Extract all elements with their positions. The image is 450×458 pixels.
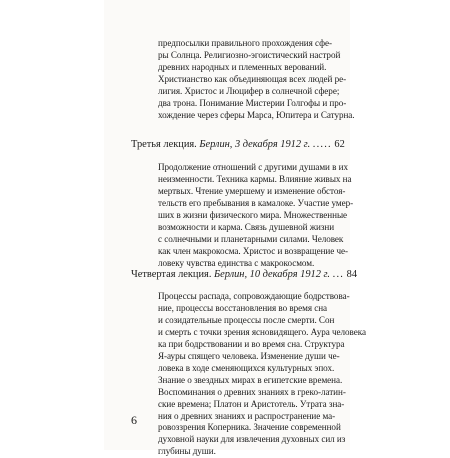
text-line: возможности и карма. Связь душевной жизни [158,221,335,232]
text-line: древних народных и племенных верований. [158,61,327,72]
lecture-page-number: 84 [346,269,358,280]
text-line: Христианство как объединяющая всех людей ре- [158,73,347,84]
text-line: Процессы распада, сопровождающие бодрствова- [158,291,350,301]
text-line: тельств его пребывания в камалоке. Участие умер- [158,197,354,208]
text-line: как член макрокосма. Христос и возвращение че- [158,245,348,256]
text-line: неизменности. Техника кармы. Влияние живых на [158,173,352,184]
text-line: с солнечными и планетарными силами. Человек [158,233,344,244]
text-line: ровоззрения Коперника. Значение современной [158,422,341,433]
text-line: два трона. Понимание Мистерии Голгофы и про- [158,97,347,108]
text-line: ры Солнца. Религиозно-эгоистический настрой [158,49,341,60]
dot-leaders: ... [332,269,345,280]
text-line: Я-ауры спящего человека. Изменение души че- [158,350,340,361]
text-line: ловеку чувства единства с макрокосмом. [158,257,315,268]
text-line: ка при бодрствовании и во время сна. Структура [158,338,345,349]
lecture-4-summary [158,291,366,458]
text-line: ловека в ходе сменяющихся культурных эпох. [158,362,335,373]
lecture-4-heading [131,268,358,281]
lecture-3-heading [131,138,346,151]
dot-leaders: ..... [312,139,332,150]
lecture-title: Третья лекция. [131,139,197,150]
text-line: мертвых. Чтение умершему и изменение обстоя- [158,185,346,196]
lecture-page-number: 62 [334,139,345,150]
text-line: и смерть с точки зрения ясновидящего. Аура человека [158,326,366,337]
text-line: предпосылки правильного прохождения сфе- [158,38,332,48]
text-line: ния о древних знаниях и распространение ма- [158,410,336,421]
lecture-title: Четвертая лекция. [131,269,212,280]
text-line: ших в жизни физического мира. Множественные [158,209,348,220]
lecture-3-summary [158,162,354,270]
text-line: ские времена; Платон и Аристотель. Утрата зна- [158,398,345,409]
text-line: Знание о звездных мирах в египетские времена. [158,374,343,385]
page-number: 6 [131,413,137,427]
text-line: и созидательные процессы после смерти. Сон [158,314,335,325]
intro-paragraph [158,38,355,122]
text-line: ние, процессы восстановления во время сна [158,302,328,313]
text-line: духовной науки для извлечения духовных сил из [158,434,346,445]
lecture-place-date: Берлин, 10 декабря 1912 г. [214,269,331,280]
text-line: лигия. Христос и Люцифер в солнечной сфере; [158,85,340,96]
text-line: хождение через сферы Марса, Юпитера и Сатурна. [158,109,355,120]
text-line: Продолжение отношений с другими душами в их [158,162,348,172]
text-line: Воспоминания о древних знаниях в греко-латин- [158,386,346,397]
lecture-place-date: Берлин, 3 декабря 1912 г. [199,139,311,150]
text-line: глубины души. [158,446,216,457]
